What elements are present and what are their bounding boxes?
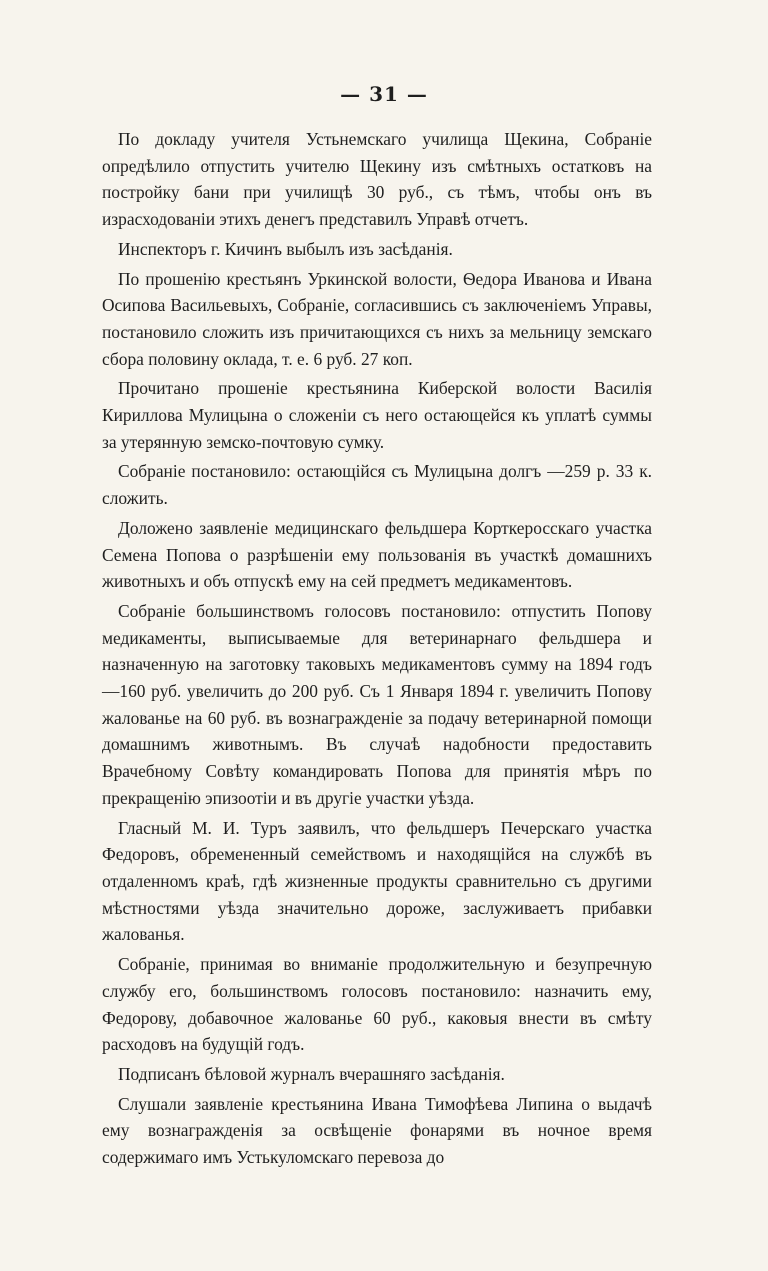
paragraph: Инспекторъ г. Кичинъ выбылъ изъ засѣданія.	[118, 238, 453, 259]
paragraph: Собраніе постановило: остающійся съ Мулицына долгъ —259 р. 33 к. сложить.	[102, 461, 652, 509]
paragraph: По прошенію крестьянъ Уркинской волости, Ѳедора Иванова и Ивана Осипова Васильевыхъ, Собраніе, согласившись съ заключеніемъ Управы, постановило сложить изъ причитающихся съ нихъ за мельницу земскаго сбора половину оклада, т. е. 6 руб. 27 коп.	[102, 268, 652, 369]
paragraph: Подписанъ бѣловой журналъ вчерашняго засѣданія.	[118, 1063, 505, 1084]
body-text	[102, 126, 652, 1174]
paragraph: Доложено заявленіе медицинскаго фельдшера Корткеросскаго участка Семена Попова о разрѣшеніи ему пользованія въ участкѣ домашнихъ животныхъ и объ отпускѣ ему на сей предметъ медикаментовъ.	[102, 517, 652, 592]
paragraph: Собраніе, принимая во вниманіе продолжительную и безупречную службу его, большинствомъ голосовъ постановило: назначить ему, Федорову, добавочное жалованье 60 руб., каковыя внести въ смѣту расходовъ на будущій годъ.	[102, 954, 652, 1055]
paragraph: Слушали заявленіе крестьянина Ивана Тимофѣева Липина о выдачѣ ему вознагражденія за освѣщеніе фонарями въ ночное время содержимаго имъ Устькуломскаго перевоза до	[102, 1093, 652, 1168]
paragraph: Прочитано прошеніе крестьянина Киберской волости Василія Кириллова Мулицына о сложеніи съ него остающейся къ уплатѣ суммы за утерянную земско-почтовую сумку.	[102, 378, 652, 452]
paragraph: Гласный М. И. Туръ заявилъ, что фельдшеръ Печерскаго участка Федоровъ, обремененный семействомъ и находящійся на службѣ въ отдаленномъ краѣ, гдѣ жизненные продукты сравнительно съ другими мѣстностями уѣзда значительно дороже, заслуживаетъ прибавки жалованья.	[102, 817, 652, 945]
page-number: — 31 —	[340, 82, 428, 106]
paragraph: Собраніе большинствомъ голосовъ постановило: отпустить Попову медикаменты, выписываемые для ветеринарнаго фельдшера и назначенную на заготовку таковыхъ медикаментовъ сумму на 1894 годъ—160 руб. увеличить до 200 руб. Съ 1 Января 1894 г. увеличить Попову жалованье на 60 руб. въ вознагражденіе за подачу ветеринарной помощи домашнимъ животнымъ. Въ случаѣ надобности предоставить Врачебному Совѣту командировать Попова для принятія мѣръ по прекращенію эпизоотіи и въ другіе участки уѣзда.	[102, 600, 652, 808]
paragraph: По докладу учителя Устьнемскаго училища Щекина, Собраніе опредѣлило отпустить учителю Щекину изъ смѣтныхъ остатковъ на постройку бани при училищѣ 30 руб., съ тѣмъ, чтобы онъ въ израсходованіи этихъ денегъ представилъ Управѣ отчетъ.	[102, 129, 652, 230]
